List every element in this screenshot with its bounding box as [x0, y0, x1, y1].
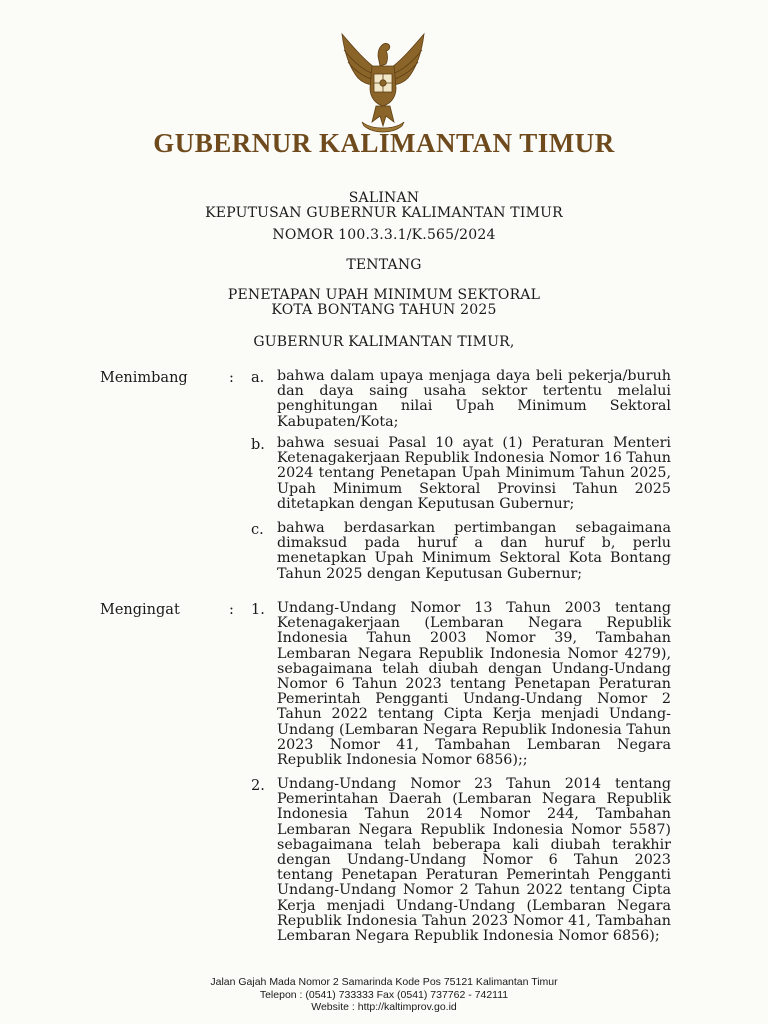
- copy-label: SALINAN: [348, 190, 420, 206]
- menimbang-item-a: bahwa dalam upaya menjaga daya beli pekerja/buruh dan daya saing usaha sektor tertentu melalui penghitungan nilai Upah Minimum Sektoral Kabupaten/Kota;: [277, 368, 671, 430]
- decree-name: KEPUTUSAN GUBERNUR KALIMANTAN TIMUR: [205, 205, 563, 221]
- mengingat-item-1: Undang-Undang Nomor 13 Tahun 2003 tentang Ketenagakerjaan (Lembaran Negara Republik Indonesia Tahun 2003 Nomor 39, Tambahan Lembaran Negara Republik Indonesia Nomor 4279), sebagaimana telah diubah dengan Undang-Undang Nomor 6 Tahun 2023 tentang Penetapan Peraturan Pemerintah Pengganti Undang-Undang Nomor 2 Tahun 2022 tentang Cipta Kerja menjadi Undang-Undang (Lembaran Negara Republik Indonesia Tahun 2023 Nomor 41, Tambahan Lembaran Negara Republik Indonesia Nomor 6856);;: [277, 600, 671, 769]
- subject-line-2: KOTA BONTANG TAHUN 2025: [271, 302, 497, 318]
- mengingat-colon: :: [229, 602, 234, 618]
- mengingat-marker-2: 2.: [251, 778, 265, 794]
- about-label: TENTANG: [346, 257, 422, 273]
- footer-phone: Telepon : (0541) 733333 Fax (0541) 737762 - 742111: [259, 988, 509, 1001]
- mengingat-item-2: Undang-Undang Nomor 23 Tahun 2014 tentang Pemerintahan Daerah (Lembaran Negara Republik Indonesia Tahun 2014 Nomor 244, Tambahan Lembaran Negara Republik Indonesia Nomor 5587) sebagaimana telah beberapa kali diubah terakhir dengan Undang-Undang Nomor 6 Tahun 2023 tentang Penetapan Peraturan Pemerintah Pengganti Undang-Undang Nomor 2 Tahun 2022 tentang Cipta Kerja menjadi Undang-Undang (Lembaran Negara Republik Indonesia Tahun 2023 Nomor 41, Tambahan Lembaran Negara Republik Indonesia Nomor 6856);: [277, 776, 671, 945]
- footer-website: Website : http://kaltimprov.go.id: [311, 1001, 457, 1013]
- menimbang-colon: :: [229, 370, 234, 386]
- menimbang-item-c: bahwa berdasarkan pertimbangan sebagaimana dimaksud pada huruf a dan huruf b, perlu menetapkan Upah Minimum Sektoral Kota Bontang Tahun 2025 dengan Keputusan Gubernur;: [277, 520, 671, 582]
- governor-title: GUBERNUR KALIMANTAN TIMUR: [153, 128, 615, 158]
- menimbang-marker-c: c.: [251, 522, 264, 538]
- footer-address: Jalan Gajah Mada Nomor 2 Samarinda Kode Pos 75121 Kalimantan Timur: [210, 976, 558, 988]
- garuda-emblem-icon: [328, 26, 438, 136]
- letterhead-footer: [0, 976, 768, 1014]
- issuer-line: GUBERNUR KALIMANTAN TIMUR,: [253, 334, 515, 350]
- menimbang-marker-a: a.: [251, 370, 265, 386]
- decree-number: NOMOR 100.3.3.1/K.565/2024: [272, 227, 496, 243]
- subject-line-1: PENETAPAN UPAH MINIMUM SEKTORAL: [227, 287, 541, 303]
- menimbang-label: Menimbang: [100, 370, 188, 386]
- mengingat-label: Mengingat: [100, 602, 180, 618]
- menimbang-item-b: bahwa sesuai Pasal 10 ayat (1) Peraturan Menteri Ketenagakerjaan Republik Indonesia Nomor 16 Tahun 2024 tentang Penetapan Upah Minimum Tahun 2025, Upah Minimum Sektoral Provinsi Tahun 2025 ditetapkan dengan Keputusan Gubernur;: [277, 435, 671, 512]
- menimbang-marker-b: b.: [251, 437, 265, 453]
- mengingat-marker-1: 1.: [251, 602, 265, 618]
